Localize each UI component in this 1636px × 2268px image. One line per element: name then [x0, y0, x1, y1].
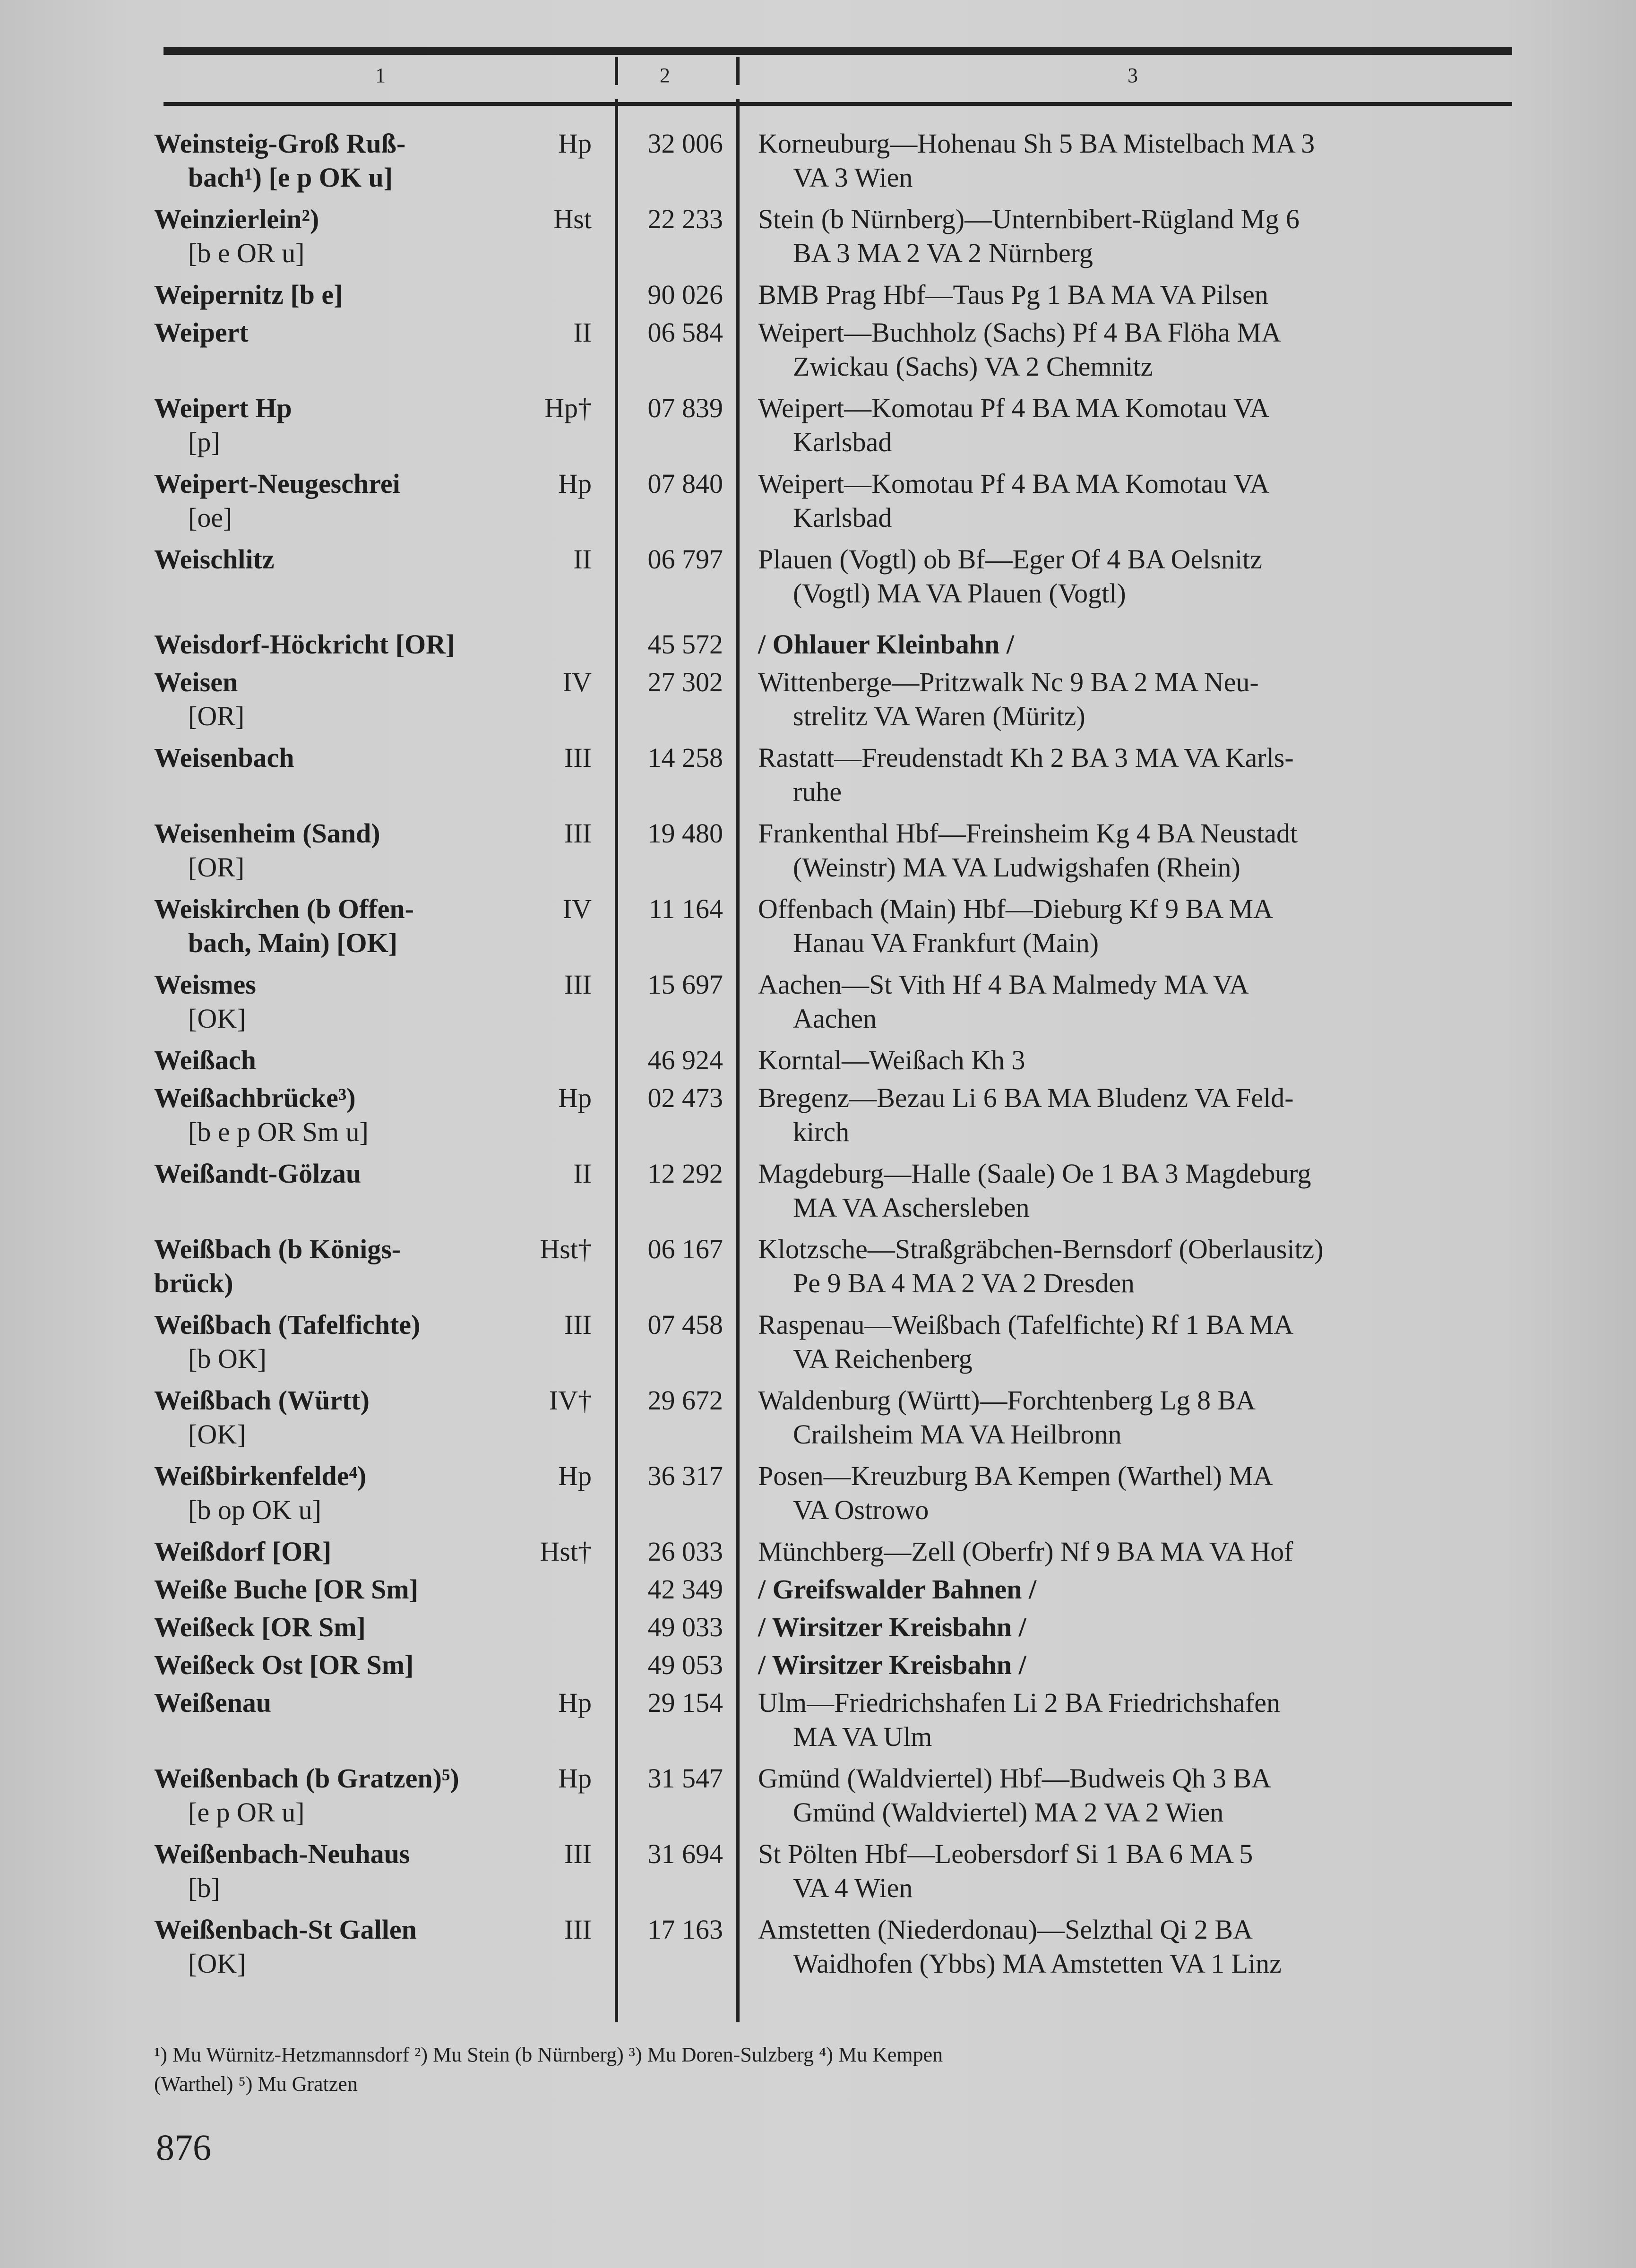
station-code: 07 458 [647, 1309, 723, 1340]
station-category: III [564, 818, 592, 849]
station-name: Weiskirchen (b Offen- bach, Main) [OK] [154, 893, 414, 958]
station-category: Hp [558, 128, 592, 159]
route-info: / Ohlauer Kleinbahn / [758, 629, 1015, 660]
route-info: Raspenau—Weißbach (Tafelfichte) Rf 1 BA MA VA Reichenberg [758, 1309, 1294, 1374]
column-1-label: 1 [375, 64, 386, 87]
header-rule-1 [615, 57, 618, 85]
station-code: 15 697 [647, 969, 723, 1000]
column-rule-2 [736, 99, 740, 2022]
station-code: 17 163 [647, 1914, 723, 1945]
station-code: 49 053 [647, 1649, 723, 1680]
station-code: 29 672 [647, 1385, 723, 1416]
station-category: II [573, 317, 592, 348]
station-name: Weisen [OR] [154, 667, 245, 731]
station-name: Weiße Buche [OR Sm] [154, 1574, 419, 1605]
route-info: Weipert—Komotau Pf 4 BA MA Komotau VA Karlsbad [758, 393, 1270, 457]
station-code: 12 292 [647, 1158, 723, 1189]
route-info: Magdeburg—Halle (Saale) Oe 1 BA 3 Magdeburg MA VA Aschersleben [758, 1158, 1311, 1223]
footnote-line-1: ¹) Mu Würnitz-Hetzmannsdorf ²) Mu Stein (b Nürnberg) ³) Mu Doren-Sulzberg ⁴) Mu Kempen [154, 2043, 943, 2066]
route-info: BMB Prag Hbf—Taus Pg 1 BA MA VA Pilsen [758, 279, 1268, 310]
station-name: Weißenbach (b Gratzen)⁵) [e p OR u] [154, 1763, 459, 1828]
column-2-label: 2 [660, 64, 670, 87]
station-code: 06 167 [647, 1234, 723, 1264]
route-info: Wittenberge—Pritzwalk Nc 9 BA 2 MA Neu- strelitz VA Waren (Müritz) [758, 667, 1259, 731]
station-code: 02 473 [647, 1082, 723, 1113]
station-category: Hp [558, 1082, 592, 1113]
station-category: Hp [558, 1460, 592, 1491]
station-name: Weißbirkenfelde⁴) [b op OK u] [154, 1460, 367, 1525]
station-name: Weipert [154, 317, 249, 348]
station-category: Hp† [544, 393, 592, 423]
route-info: Aachen—St Vith Hf 4 BA Malmedy MA VA Aachen [758, 969, 1249, 1034]
station-category: IV [562, 667, 592, 697]
route-info: Bregenz—Bezau Li 6 BA MA Bludenz VA Feld- kirch [758, 1082, 1294, 1147]
route-info: Korntal—Weißach Kh 3 [758, 1045, 1025, 1075]
station-code: 26 033 [647, 1536, 723, 1567]
station-name: Weißachbrücke³) [b e p OR Sm u] [154, 1082, 369, 1147]
station-category: III [564, 1309, 592, 1340]
station-name: Weißbach (Tafelfichte) [b OK] [154, 1309, 421, 1374]
page-number: 876 [156, 2127, 211, 2168]
station-code: 32 006 [647, 128, 723, 159]
station-code: 45 572 [647, 629, 723, 660]
station-code: 22 233 [647, 204, 723, 234]
route-info: Klotzsche—Straßgräbchen-Bernsdorf (Oberlausitz) Pe 9 BA 4 MA 2 VA 2 Dresden [758, 1234, 1324, 1298]
station-category: II [573, 1158, 592, 1189]
station-code: 07 839 [647, 393, 723, 423]
station-name: Weißenau [154, 1687, 272, 1718]
station-code: 14 258 [647, 742, 723, 773]
station-category: Hp [558, 1687, 592, 1718]
station-name: Weißenbach-St Gallen [OK] [154, 1914, 417, 1979]
route-info: Frankenthal Hbf—Freinsheim Kg 4 BA Neustadt (Weinstr) MA VA Ludwigshafen (Rhein) [758, 818, 1298, 883]
station-name: Weißbach (b Königs- brück) [154, 1234, 401, 1298]
route-info: Korneuburg—Hohenau Sh 5 BA Mistelbach MA 3 VA 3 Wien [758, 128, 1315, 193]
route-info: Stein (b Nürnberg)—Unternbibert-Rügland Mg 6 BA 3 MA 2 VA 2 Nürnberg [758, 204, 1300, 268]
station-code: 19 480 [647, 818, 723, 849]
station-category: Hst [553, 204, 592, 234]
station-category: II [573, 544, 592, 575]
station-code: 31 694 [647, 1838, 723, 1869]
station-code: 07 840 [647, 468, 723, 499]
route-info: Plauen (Vogtl) ob Bf—Eger Of 4 BA Oelsnitz (Vogtl) MA VA Plauen (Vogtl) [758, 544, 1262, 609]
route-info: Rastatt—Freudenstadt Kh 2 BA 3 MA VA Karls- ruhe [758, 742, 1294, 807]
station-name: Weißdorf [OR] [154, 1536, 332, 1567]
station-name: Weißach [154, 1045, 256, 1075]
station-code: 11 164 [648, 893, 723, 924]
station-name: Weipernitz [b e] [154, 279, 343, 310]
station-category: IV [562, 893, 592, 924]
route-info: Weipert—Komotau Pf 4 BA MA Komotau VA Karlsbad [758, 468, 1270, 533]
station-category: Hst† [540, 1234, 592, 1264]
station-code: 36 317 [647, 1460, 723, 1491]
station-code: 31 547 [647, 1763, 723, 1794]
station-code: 42 349 [647, 1574, 723, 1605]
station-code: 90 026 [647, 279, 723, 310]
station-name: Weißeck [OR Sm] [154, 1612, 366, 1642]
station-code: 49 033 [647, 1612, 723, 1642]
station-code: 27 302 [647, 667, 723, 697]
route-info: Ulm—Friedrichshafen Li 2 BA Friedrichshafen MA VA Ulm [758, 1687, 1280, 1752]
station-name: Weipert-Neugeschrei [oe] [154, 468, 400, 533]
station-name: Weinzierlein²) [b e OR u] [154, 204, 319, 268]
route-info: Offenbach (Main) Hbf—Dieburg Kf 9 BA MA Hanau VA Frankfurt (Main) [758, 893, 1273, 958]
station-name: Weisdorf-Höckricht [OR] [154, 629, 455, 660]
route-info: Waldenburg (Württ)—Forchtenberg Lg 8 BA Crailsheim MA VA Heilbronn [758, 1385, 1256, 1450]
route-info: Gmünd (Waldviertel) Hbf—Budweis Qh 3 BA Gmünd (Waldviertel) MA 2 VA 2 Wien [758, 1763, 1271, 1828]
column-3-label: 3 [1128, 64, 1138, 87]
station-category: III [564, 969, 592, 1000]
station-code: 06 584 [647, 317, 723, 348]
route-info: Weipert—Buchholz (Sachs) Pf 4 BA Flöha MA Zwickau (Sachs) VA 2 Chemnitz [758, 317, 1281, 382]
footnote-line-2: (Warthel) ⁵) Mu Gratzen [154, 2072, 358, 2096]
station-category: III [564, 1914, 592, 1945]
route-info: Amstetten (Niederdonau)—Selzthal Qi 2 BA Waidhofen (Ybbs) MA Amstetten VA 1 Linz [758, 1914, 1282, 1979]
station-category: III [564, 742, 592, 773]
route-info: Posen—Kreuzburg BA Kempen (Warthel) MA VA Ostrowo [758, 1460, 1273, 1525]
station-category: Hp [558, 468, 592, 499]
station-name: Weißeck Ost [OR Sm] [154, 1649, 414, 1680]
route-info: / Greifswalder Bahnen / [758, 1574, 1037, 1605]
column-header [164, 47, 1512, 106]
station-code: 46 924 [647, 1045, 723, 1075]
station-category: Hp [558, 1763, 592, 1794]
header-rule-2 [736, 57, 740, 85]
route-info: / Wirsitzer Kreisbahn / [758, 1612, 1026, 1642]
route-info: / Wirsitzer Kreisbahn / [758, 1649, 1026, 1680]
station-name: Weißenbach-Neuhaus [b] [154, 1838, 410, 1903]
station-name: Weipert Hp [p] [154, 393, 292, 457]
column-rule-1 [615, 99, 618, 2022]
station-name: Weisenbach [154, 742, 294, 773]
station-name: Weischlitz [154, 544, 275, 575]
route-info: St Pölten Hbf—Leobersdorf Si 1 BA 6 MA 5 VA 4 Wien [758, 1838, 1253, 1903]
station-code: 06 797 [647, 544, 723, 575]
route-info: Münchberg—Zell (Oberfr) Nf 9 BA MA VA Hof [758, 1536, 1293, 1567]
station-name: Weisenheim (Sand) [OR] [154, 818, 380, 883]
station-name: Weismes [OK] [154, 969, 256, 1034]
station-name: Weißandt-Gölzau [154, 1158, 362, 1189]
station-category: IV† [549, 1385, 592, 1416]
station-name: Weißbach (Württ) [OK] [154, 1385, 370, 1450]
station-category: III [564, 1838, 592, 1869]
station-code: 29 154 [647, 1687, 723, 1718]
station-name: Weinsteig-Groß Ruß- bach¹) [e p OK u] [154, 128, 406, 193]
station-category: Hst† [540, 1536, 592, 1567]
